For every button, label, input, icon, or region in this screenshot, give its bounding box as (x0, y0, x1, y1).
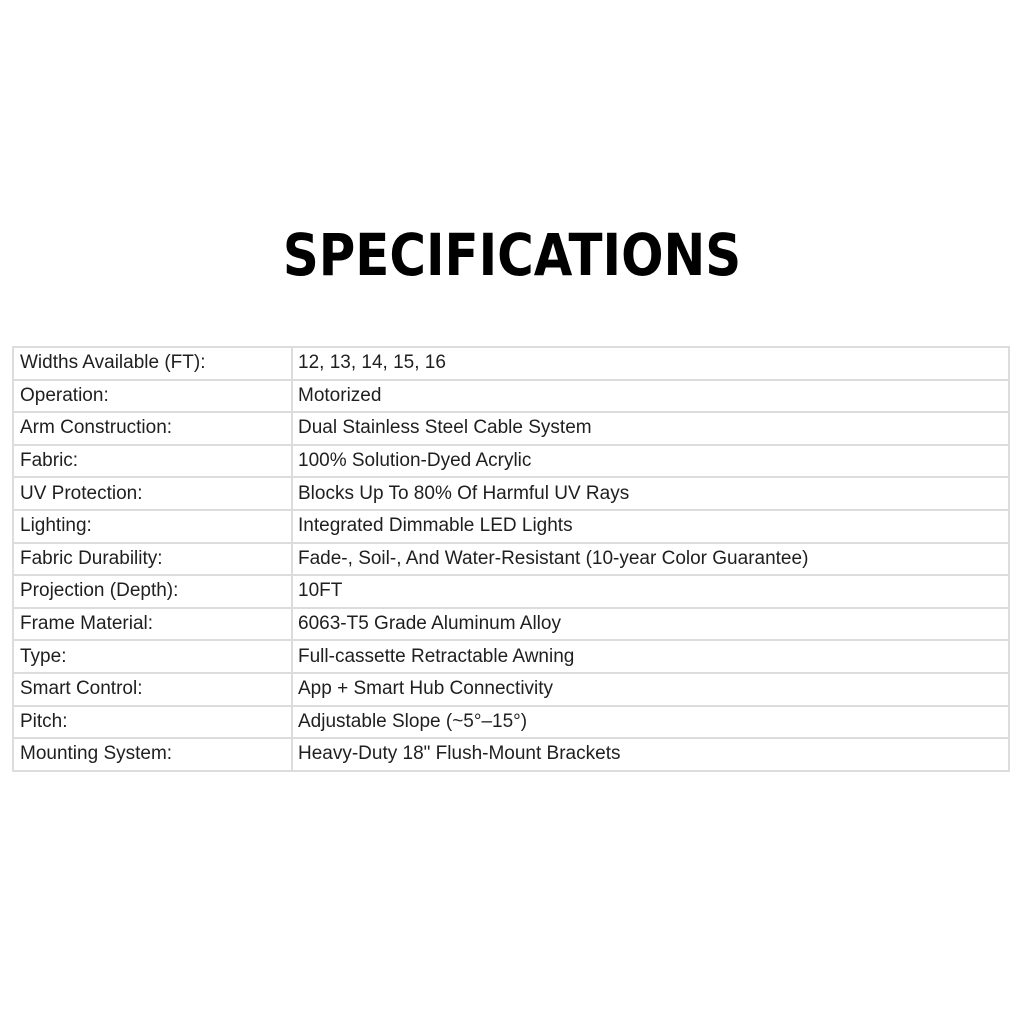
spec-label: Fabric Durability: (13, 543, 292, 576)
spec-label: UV Protection: (13, 477, 292, 510)
spec-value: Motorized (292, 380, 1009, 413)
table-row (13, 608, 1009, 641)
table-row (13, 543, 1009, 576)
spec-value: App + Smart Hub Connectivity (292, 673, 1009, 706)
spec-value: Full-cassette Retractable Awning (292, 640, 1009, 673)
spec-label: Lighting: (13, 510, 292, 543)
spec-label: Arm Construction: (13, 412, 292, 445)
specifications-table (12, 346, 1010, 772)
table-row (13, 673, 1009, 706)
table-row (13, 412, 1009, 445)
table-row (13, 575, 1009, 608)
table-row (13, 510, 1009, 543)
spec-label: Projection (Depth): (13, 575, 292, 608)
page-title: SPECIFICATIONS (282, 221, 742, 289)
spec-label: Fabric: (13, 445, 292, 478)
spec-label: Mounting System: (13, 738, 292, 771)
spec-value: 10FT (292, 575, 1009, 608)
spec-label: Type: (13, 640, 292, 673)
table-row (13, 380, 1009, 413)
spec-value: Adjustable Slope (~5°–15°) (292, 706, 1009, 739)
table-row (13, 738, 1009, 771)
table-row (13, 445, 1009, 478)
table-row (13, 706, 1009, 739)
spec-label: Frame Material: (13, 608, 292, 641)
spec-label: Operation: (13, 380, 292, 413)
spec-label: Smart Control: (13, 673, 292, 706)
spec-value: 6063-T5 Grade Aluminum Alloy (292, 608, 1009, 641)
spec-value: 100% Solution-Dyed Acrylic (292, 445, 1009, 478)
spec-label: Pitch: (13, 706, 292, 739)
spec-value: Heavy-Duty 18" Flush-Mount Brackets (292, 738, 1009, 771)
spec-value: Integrated Dimmable LED Lights (292, 510, 1009, 543)
table-row (13, 347, 1009, 380)
spec-value: Fade-, Soil-, And Water-Resistant (10-year Color Guarantee) (292, 543, 1009, 576)
spec-value: Dual Stainless Steel Cable System (292, 412, 1009, 445)
table-row (13, 640, 1009, 673)
spec-label: Widths Available (FT): (13, 347, 292, 380)
table-row (13, 477, 1009, 510)
spec-value: Blocks Up To 80% Of Harmful UV Rays (292, 477, 1009, 510)
spec-value: 12, 13, 14, 15, 16 (292, 347, 1009, 380)
